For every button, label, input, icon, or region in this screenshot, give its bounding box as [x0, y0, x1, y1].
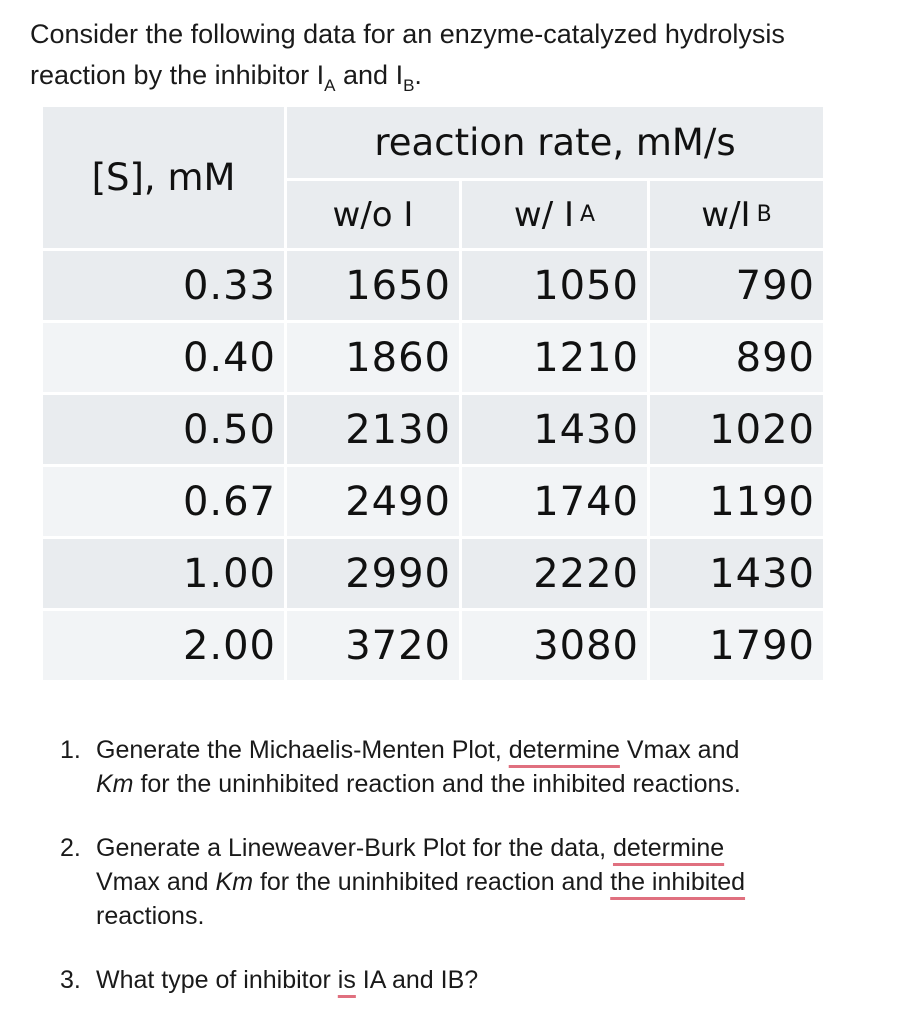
intro-line-1: Consider the following data for an enzyme-catalyzed hydrolysis — [30, 19, 785, 49]
inhibitor-a-subscript: A — [324, 76, 336, 95]
col-header-b-text: w/I — [701, 194, 751, 235]
table-cell-inhibitor-a: 3080 — [462, 611, 647, 680]
question-text: IA and IB? — [355, 966, 479, 994]
substrate-header: [S], mM — [43, 107, 284, 248]
table-cell-uninhibited: 1650 — [287, 251, 459, 320]
question-text: Vmax and — [96, 868, 216, 896]
reaction-rate-header: reaction rate, mM/s — [287, 107, 823, 178]
table-cell-inhibitor-b: 1020 — [650, 395, 823, 464]
table-cell-inhibitor-a: 1050 — [462, 251, 647, 320]
table-cell-inhibitor-a: 1430 — [462, 395, 647, 464]
question-text: for the uninhibited reaction and the inhibited reactions. — [133, 770, 741, 798]
table-cell-inhibitor-b: 890 — [650, 323, 823, 392]
col-header-a-subscript: A — [580, 202, 596, 227]
question-number: 3. — [60, 966, 81, 994]
table-cell-inhibitor-b: 790 — [650, 251, 823, 320]
question-text: Generate a Lineweaver-Burk Plot for the data, — [96, 834, 613, 862]
table-cell-uninhibited: 2130 — [287, 395, 459, 464]
intro-line-2 — [30, 55, 890, 106]
question-text: What type of inhibitor — [96, 966, 338, 994]
spellcheck-word: determine — [508, 736, 620, 764]
table-cell-uninhibited: 2990 — [287, 539, 459, 608]
table-cell-uninhibited: 1860 — [287, 323, 459, 392]
question-text-italic: Km — [96, 770, 134, 798]
spellcheck-phrase: the inhibited — [610, 868, 746, 896]
spellcheck-word: determine — [612, 834, 725, 862]
question-text: reactions. — [96, 902, 205, 930]
question-list — [60, 733, 890, 1027]
question-text: for the uninhibited reaction and — [253, 868, 611, 896]
question-text-italic: Km — [215, 868, 254, 896]
table-cell-substrate: 2.00 — [43, 611, 284, 680]
question-item — [60, 831, 890, 933]
table-cell-substrate: 0.33 — [43, 251, 284, 320]
col-header-b-subscript: B — [756, 202, 772, 227]
table-cell-inhibitor-a: 2220 — [462, 539, 647, 608]
question-number: 1. — [60, 736, 81, 764]
table-cell-inhibitor-b: 1190 — [650, 467, 823, 536]
table-cell-inhibitor-a: 1210 — [462, 323, 647, 392]
intro-line-2-mid: and I — [335, 60, 404, 90]
question-item — [60, 733, 890, 801]
table-cell-substrate: 1.00 — [43, 539, 284, 608]
problem-intro — [30, 14, 890, 106]
table-cell-substrate: 0.40 — [43, 323, 284, 392]
rate-data-table — [43, 107, 823, 680]
question-number: 2. — [60, 834, 81, 862]
table-cell-uninhibited: 3720 — [287, 611, 459, 680]
spellcheck-word: is — [337, 966, 356, 994]
col-header-uninhibited: w/o I — [287, 181, 459, 248]
table-cell-substrate: 0.67 — [43, 467, 284, 536]
col-header-inhibitor-a — [462, 181, 647, 248]
inhibitor-b-subscript: B — [403, 76, 415, 95]
question-item — [60, 963, 890, 997]
intro-line-2-prefix: reaction by the inhibitor I — [30, 60, 325, 90]
question-text: Vmax and — [619, 736, 740, 764]
table-cell-uninhibited: 2490 — [287, 467, 459, 536]
table-cell-inhibitor-a: 1740 — [462, 467, 647, 536]
col-header-a-text: w/ I — [513, 194, 575, 235]
col-header-inhibitor-b — [650, 181, 823, 248]
table-cell-substrate: 0.50 — [43, 395, 284, 464]
question-text: Generate the Michaelis-Menten Plot, — [96, 736, 509, 764]
table-cell-inhibitor-b: 1790 — [650, 611, 823, 680]
table-cell-inhibitor-b: 1430 — [650, 539, 823, 608]
intro-line-2-suffix: . — [414, 60, 422, 90]
